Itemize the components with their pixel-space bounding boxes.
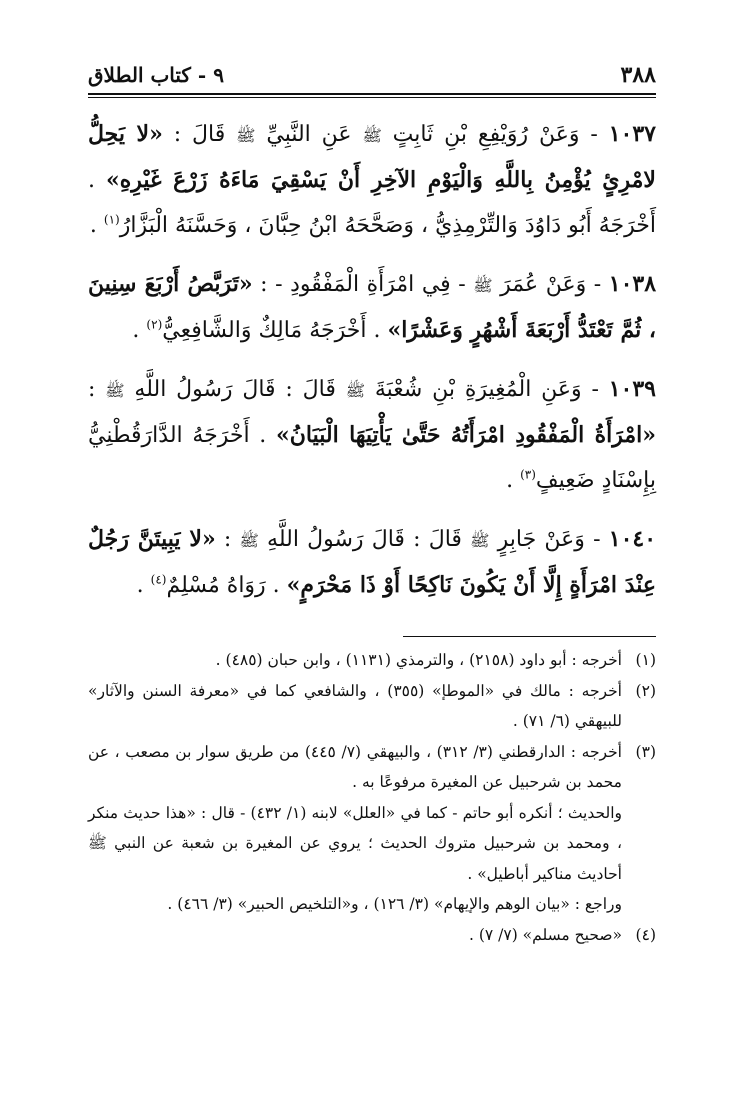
honorific-mark: ﷺ — [236, 126, 256, 145]
hadith-end: . — [136, 573, 151, 598]
hadith-1040 — [88, 517, 656, 608]
hadith-number: ١٠٣٧ — [608, 121, 656, 147]
chapter-title: ٩ - كتاب الطلاق — [88, 63, 224, 87]
hadith-text: - فِي امْرَأَةِ الْمَفْقُودِ - : — [252, 272, 474, 297]
footnote-ref[interactable]: (١) — [103, 212, 120, 227]
footnote-separator — [403, 636, 656, 637]
hadith-text: قَالَ : — [162, 122, 237, 147]
hadith-number: ١٠٣٨ — [608, 271, 657, 297]
hadith-text: . أَخْرَجَهُ الدَّارَقُطْنِيُّ بِإِسْنَادٍ ضَعِيفٍ — [88, 423, 656, 493]
hadith-number: ١٠٤٠ — [608, 526, 657, 552]
hadith-number: ١٠٣٩ — [608, 376, 656, 402]
footnote-number: (٢) — [635, 681, 656, 700]
hadith-end: . — [132, 318, 147, 343]
hadith-end: . — [506, 468, 521, 493]
footnote-text: أخرجه : الدارقطني (٣/ ٣١٢) ، والبيهقي (٧/ ٤٤٥) من طريق سوار بن مصعب ، عن محمد بن شرحبيل عن المغيرة مرفوعًا به . — [88, 742, 622, 791]
hadith-text: عَنِ النَّبِيِّ — [255, 122, 363, 147]
prophetic-quote: «امْرَأَةُ الْمَفْقُودِ امْرَأَتُهُ حَتَّىٰ يَأْتِيَهَا الْبَيَانُ» — [276, 422, 657, 448]
honorific-mark: ﷺ — [105, 381, 125, 400]
prophetic-quote: «لا يَبِيتَنَّ رَجُلٌ عِنْدَ امْرَأَةٍ إِلَّا أَنْ يَكُونَ نَاكِحًا أَوْ ذَا مَحْرَمٍ» — [88, 526, 656, 598]
footnote-number: (٤) — [635, 925, 656, 944]
hadith-text: . أَخْرَجَهُ مَالِكٌ وَالشَّافِعِيُّ — [162, 318, 388, 343]
hadith-text: - وَعَنْ رُوَيْفِعِ بْنِ ثَابِتٍ — [381, 122, 609, 147]
footnote-ref[interactable]: (٣) — [520, 467, 536, 482]
hadith-text: - وَعَنِ الْمُغِيرَةِ بْنِ شُعْبَةَ — [365, 377, 609, 402]
footnote-1 — [88, 645, 656, 676]
hadith-1039 — [88, 367, 656, 503]
footnote-3 — [88, 737, 656, 920]
footnotes — [88, 645, 656, 950]
hadith-text: . أَخْرَجَهُ أَبُو دَاوُدَ وَالتِّرْمِذِيُّ ، وَصَحَّحَهُ ابْنُ حِبَّانَ ، وَحَسَّنَهُ الْبَزَّارُ — [88, 168, 656, 238]
prophetic-quote: «لا يَحِلُّ لامْرِئٍ يُؤْمِنُ بِاللَّهِ وَالْيَوْمِ الآخِرِ أَنْ يَسْقِيَ مَاءَهُ زَرْعَ غَيْرِهِ» — [88, 121, 656, 193]
footnote-4 — [88, 920, 656, 951]
hadith-text: : — [215, 527, 240, 552]
hadith-end: . — [89, 213, 104, 238]
honorific-mark: ﷺ — [239, 531, 259, 550]
hadith-1038 — [88, 262, 656, 353]
honorific-mark: ﷺ — [345, 381, 366, 400]
honorific-mark: ﷺ — [362, 126, 382, 145]
main-text — [88, 112, 656, 622]
honorific-mark: ﷺ — [473, 276, 493, 295]
footnote-text: وراجع : «بيان الوهم والإيهام» (٣/ ١٢٦) ، و«التلخيص الحبير» (٣/ ٤٦٦) . — [167, 895, 622, 913]
hadith-text: : — [88, 377, 106, 402]
hadith-text: قَالَ : قَالَ رَسُولُ اللَّهِ — [124, 377, 346, 402]
footnote-2 — [88, 676, 656, 737]
hadith-text: . رَوَاهُ مُسْلِمٌ — [166, 573, 287, 598]
footnote-text: أخرجه : مالك في «الموطإ» (٣٥٥) ، والشافعي كما في «معرفة السنن والآثار» للبيهقي (٦/ ٧١) . — [88, 681, 622, 730]
hadith-text: - وَعَنْ جَابِرٍ — [489, 527, 609, 552]
footnote-text: «صحيح مسلم» (٧/ ٧) . — [468, 925, 622, 944]
page-header — [88, 58, 656, 92]
hadith-1037 — [88, 112, 656, 248]
footnote-number: (٣) — [635, 742, 656, 761]
honorific-mark: ﷺ — [470, 531, 490, 550]
hadith-text: قَالَ : قَالَ رَسُولُ اللَّهِ — [258, 527, 471, 552]
header-rule-thin — [88, 97, 656, 98]
footnote-text: أخرجه : أبو داود (٢١٥٨) ، والترمذي (١١٣١) ، وابن حبان (٤٨٥) . — [215, 651, 622, 669]
companion-quote: «تَرَبَّصُ أَرْبَعَ سِنِينَ ، ثُمَّ تَعْتَدُّ أَرْبَعَةَ أَشْهُرٍ وَعَشْرًا» — [88, 271, 656, 343]
footnote-number: (١) — [635, 651, 656, 669]
hadith-text: - وَعَنْ عُمَرَ — [492, 272, 609, 297]
page-number: ٣٨٨ — [620, 62, 656, 88]
footnote-text: والحديث ؛ أنكره أبو حاتم - كما في «العلل» لابنه (١/ ٤٣٢) - قال : «هذا حديث منكر ، ومحمد بن شرحبيل متروك الحديث ؛ يروي عن المغيرة بن شعبة عن النبي ﷺ أحاديث مناكير أباطيل» . — [88, 803, 623, 883]
header-rule — [88, 93, 656, 95]
footnote-ref[interactable]: (٢) — [146, 317, 163, 332]
footnote-ref[interactable]: (٤) — [150, 572, 167, 587]
